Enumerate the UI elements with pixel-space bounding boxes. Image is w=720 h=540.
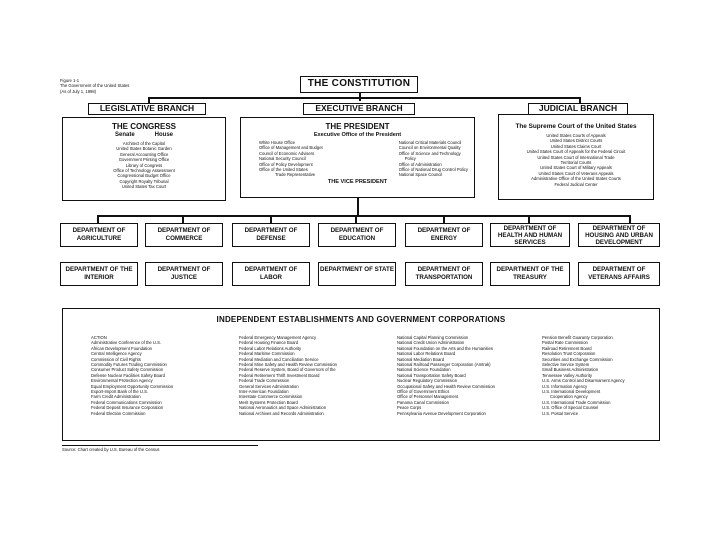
list-item: U.S. Postal Service — [542, 410, 579, 416]
list-item: United States Botanic Garden — [116, 146, 172, 152]
dept-treasury: DEPARTMENT OF THE TREASURY — [490, 262, 570, 286]
list-item: African Development Foundation — [91, 345, 152, 351]
list-item: Federal Mine Safety and Health Review Commission — [239, 362, 337, 368]
dept-housing-urban-development: DEPARTMENT OF HOUSING AND URBAN DEVELOPMENT — [578, 223, 660, 247]
list-item: United States Court of Appeals for the Federal Circuit — [526, 149, 626, 155]
independent-establishments-title: INDEPENDENT ESTABLISHMENTS AND GOVERNMENT CORPORATIONS — [216, 315, 506, 324]
connector-line — [182, 215, 184, 223]
list-item: National Archives and Records Administration — [239, 410, 324, 416]
dept-transportation: DEPARTMENT OF TRANSPORTATION — [405, 262, 483, 286]
executive-branch-label: EXECUTIVE BRANCH — [303, 103, 415, 115]
list-item: Federal Deposit Insurance Corporation — [91, 405, 164, 411]
connector-line — [629, 215, 631, 223]
list-item: United States District Courts — [549, 138, 603, 144]
vice-president-label: THE VICE PRESIDENT — [327, 178, 388, 185]
executive-offices-left — [259, 140, 323, 178]
list-item: National Labor Relations Board — [397, 351, 456, 357]
list-item: Office of Policy Development — [259, 161, 313, 167]
connector-line — [443, 215, 445, 223]
list-item: Council on Environmental Quality — [398, 145, 461, 151]
list-item: Railroad Retirement Board — [542, 345, 592, 351]
list-item: Environmental Protection Agency — [91, 378, 153, 384]
list-item: Council of Economic Advisers — [259, 150, 315, 156]
list-item: United States Court of Veterans Appeals — [538, 170, 614, 176]
list-item: Cooperation Agency — [550, 394, 588, 400]
figure-caption — [60, 78, 129, 94]
list-item: Farm Credit Administration — [91, 394, 141, 400]
list-item: United States Courts of Appeals — [546, 133, 606, 138]
list-item: Office of Administration — [398, 161, 442, 167]
list-item: Federal Trade Commission — [239, 378, 290, 384]
list-item: Office of Science and Technology — [398, 150, 461, 156]
list-item: Central Intelligence Agency — [91, 351, 142, 357]
connector-line — [148, 97, 580, 99]
dept-agriculture: DEPARTMENT OF AGRICULTURE — [60, 223, 138, 247]
dept-veterans-affairs: DEPARTMENT OF VETERANS AFFAIRS — [578, 262, 660, 286]
dept-justice: DEPARTMENT OF JUSTICE — [145, 262, 223, 286]
list-item: Administrative Office of the United States Courts — [531, 176, 621, 182]
list-item: Library of Congress — [125, 162, 163, 168]
list-item: Interstate Commerce Commission — [239, 394, 303, 400]
dept-health-human-services: DEPARTMENT OF HEALTH AND HUMAN SERVICES — [490, 223, 570, 247]
list-item: General Accounting Office — [119, 151, 169, 157]
list-item: National Mediation Board — [397, 356, 445, 362]
list-item: Federal Judicial Center — [554, 181, 598, 187]
list-item: Small Business Administration — [542, 367, 599, 373]
list-item: Office of Management and Budget — [259, 145, 323, 151]
list-item: United States Tax Court — [121, 184, 167, 190]
list-item: National Aeronautics and Space Administration — [239, 405, 327, 411]
list-item: U.S. International Development — [542, 389, 601, 395]
connector-line — [355, 215, 357, 223]
house-label: House — [154, 132, 174, 138]
list-item: United States Claims Court — [550, 143, 602, 149]
agency-column-3 — [397, 335, 542, 416]
list-item: Copyright Royalty Tribunal — [119, 178, 169, 184]
list-item: United States Court of Military Appeals — [540, 165, 612, 171]
list-item: Tennessee Valley Authority — [542, 372, 592, 378]
list-item: National Transportation Safety Board — [397, 372, 466, 378]
list-item: Federal Election Commission — [91, 410, 146, 416]
list-item: Occupational Safety and Health Review Commission — [397, 383, 495, 389]
connector-line — [97, 215, 99, 223]
dept-interior: DEPARTMENT OF THE INTERIOR — [60, 262, 138, 286]
list-item: Consumer Product Safety Commission — [91, 367, 164, 373]
list-item: Pennsylvania Avenue Development Corporation — [397, 410, 486, 416]
list-item: Office of Personnel Management — [397, 394, 459, 400]
connector-line — [97, 215, 630, 217]
congress-houses — [63, 132, 225, 139]
executive-office-title: Executive Office of the President — [313, 132, 402, 138]
list-item: ACTION — [91, 335, 107, 340]
list-item: U.S. Information Agency — [542, 383, 588, 389]
list-item: General Services Administration — [239, 383, 299, 389]
dept-commerce: DEPARTMENT OF COMMERCE — [145, 223, 223, 247]
list-item: Resolution Trust Corporation — [542, 351, 596, 357]
list-item: Defense Nuclear Facilities Safety Board — [91, 372, 166, 378]
list-item: Federal Labor Relations Authority — [239, 345, 302, 351]
list-item: Postal Rate Commission — [542, 340, 588, 346]
independent-agencies — [63, 325, 659, 416]
executive-offices-right — [399, 140, 468, 178]
dept-energy: DEPARTMENT OF ENERGY — [405, 223, 483, 247]
president-title: THE PRESIDENT — [325, 122, 390, 131]
connector-line — [270, 215, 272, 223]
list-item: Pension Benefit Guaranty Corporation — [542, 335, 613, 340]
agency-column-1 — [91, 335, 239, 416]
list-item: Panama Canal Commission — [397, 399, 449, 405]
list-item: Federal Housing Finance Board — [239, 340, 299, 346]
list-item: Congressional Budget Office — [117, 173, 171, 179]
supreme-court-box — [498, 114, 654, 200]
list-item: Commission of Civil Rights — [91, 356, 141, 362]
list-item: Federal Reserve System, Board of Governors of the — [239, 367, 336, 373]
dept-labor: DEPARTMENT OF LABOR — [232, 262, 310, 286]
connector-line — [357, 198, 359, 215]
list-item: Office of the United States — [259, 167, 308, 173]
list-item: Commodity Futures Trading Commission — [91, 362, 167, 368]
list-item: Territorial Courts — [560, 160, 592, 166]
list-item: Federal Retirement Thrift Investment Board — [239, 372, 320, 378]
list-item: National Railroad Passenger Corporation (Amtrak) — [397, 362, 491, 368]
supreme-court-title: The Supreme Court of the United States — [515, 123, 637, 130]
list-item: Equal Employment Opportunity Commission — [91, 383, 174, 389]
list-item: Office of National Drug Control Policy — [398, 167, 468, 173]
list-item: Federal Mediation and Conciliation Service — [239, 356, 319, 362]
list-item: National Capital Planning Commission — [397, 335, 469, 340]
list-item: Nuclear Regulatory Commission — [397, 378, 458, 384]
congress-title: THE CONGRESS — [111, 122, 176, 131]
list-item: U.S. Office of Special Counsel — [542, 405, 599, 411]
connector-line — [528, 215, 530, 223]
agency-column-4 — [542, 335, 652, 416]
list-item: Federal Emergency Management Agency — [239, 335, 317, 340]
independent-establishments-box — [62, 308, 660, 441]
source-divider — [62, 445, 258, 446]
list-item: Trade Representative — [275, 172, 316, 178]
list-item: Architect of the Capitol — [122, 141, 166, 146]
list-item: U.S. Arms Control and Disarmament Agency — [542, 378, 625, 384]
list-item: Securities and Exchange Commission — [542, 356, 613, 362]
list-item: Office of Government Ethics — [397, 389, 450, 395]
executive-offices — [241, 139, 474, 178]
senate-label: Senate — [114, 132, 135, 138]
list-item: National Critical Materials Council — [398, 140, 462, 145]
list-item: Peace Corps — [397, 405, 422, 411]
list-item: National Space Council — [398, 172, 443, 178]
dept-defense: DEPARTMENT OF DEFENSE — [232, 223, 310, 247]
figure-number: Figure 1-1 — [60, 78, 80, 83]
figure-date: (As of July 1, 1998) — [60, 88, 97, 94]
list-item: Merit Systems Protection Board — [239, 399, 298, 405]
legislative-agencies — [63, 141, 225, 190]
agency-column-2 — [239, 335, 397, 416]
constitution-box — [300, 76, 418, 93]
legislative-branch-label: LEGISLATIVE BRANCH — [88, 103, 206, 115]
judicial-courts — [499, 133, 653, 187]
list-item: U.S. International Trade Commission — [542, 399, 611, 405]
list-item: United States Court of International Trade — [537, 154, 615, 160]
list-item: National Science Foundation — [397, 367, 451, 373]
list-item: Federal Maritime Commission — [239, 351, 295, 357]
list-item: Federal Communications Commission — [91, 399, 162, 405]
list-item: Government Printing Office — [118, 157, 170, 163]
list-item: Policy — [404, 156, 416, 162]
list-item: Inter-American Foundation — [239, 389, 289, 395]
list-item: Office of Technology Assessment — [113, 168, 175, 174]
constitution-label: THE CONSTITUTION — [307, 78, 411, 89]
judicial-branch-label: JUDICIAL BRANCH — [528, 103, 628, 115]
list-item: Selective Service System — [542, 362, 590, 368]
source-note: Source: Chart created by U.S. Bureau of the Census — [62, 447, 160, 452]
list-item: National Credit Union Administration — [397, 340, 465, 346]
list-item: National Foundation on the Arts and the Humanities — [397, 345, 493, 351]
dept-education: DEPARTMENT OF EDUCATION — [318, 223, 396, 247]
list-item: White House Office — [259, 140, 295, 145]
list-item: Administrative Conference of the U.S. — [91, 340, 162, 346]
list-item: Export-Import Bank of the U.S. — [91, 389, 149, 395]
figure-title: The Government of the United States — [60, 83, 130, 89]
president-box — [240, 117, 475, 198]
congress-box — [62, 117, 226, 201]
dept-state: DEPARTMENT OF STATE — [318, 262, 396, 286]
list-item: National Security Council — [259, 156, 306, 162]
